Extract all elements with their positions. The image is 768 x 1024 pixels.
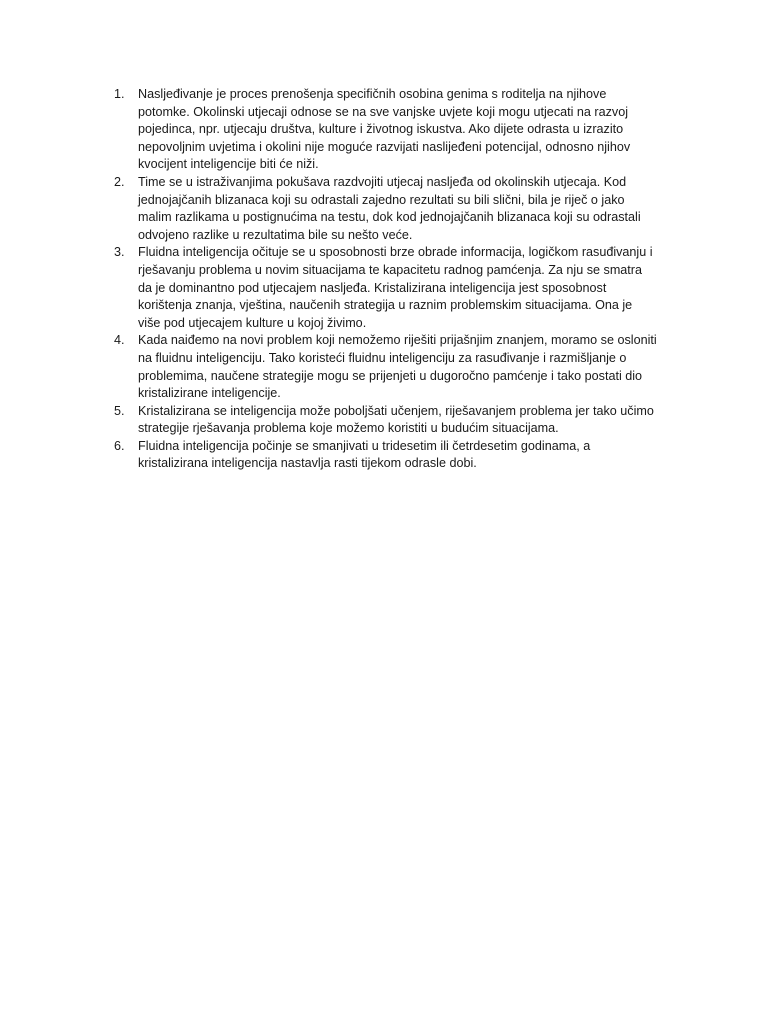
list-item-text: Kada naiđemo na novi problem koji nemožemo riješiti prijašnjim znanjem, moramo se osloniti na fluidnu inteligenciju. Tako koristeći fluidnu inteligenciju za rasuđivanje i razmišljanje o problemima, naučene strategije mogu se prijenjeti u dugoročno pamćenje i tako postati dio kristalizirane inteligencije. bbox=[138, 333, 657, 401]
numbered-list bbox=[112, 86, 657, 473]
list-item-number: 6. bbox=[114, 438, 125, 453]
list-item-number: 1. bbox=[114, 87, 125, 101]
list-item-text: Fluidna inteligencija očituje se u sposobnosti brze obrade informacija, logičkom rasuđivanju i rješavanju problema u novim situacijama te kapacitetu radnog pamćenja. Za nju se smatra da je dominantno pod utjecajem nasljeđa. Kristalizirana inteligencija jest sposobnost korištenja znanja, vještina, naučenih strategija u raznim problemskim situacijama. Ona je više pod utjecajem kulture u kojoj živimo. bbox=[138, 245, 653, 330]
list-item-text: Time se u istraživanjima pokušava razdvojiti utjecaj nasljeđa od okolinskih utjecaja. Kod jednojajčanih blizanaca koji su odrastali zajedno rezultati su bili slični, bila je riječ o jako malim razlikama u postignućima na testu, dok kod jednojajčanih blizanaca koji su odrastali odvojeno razlike u rezultatima bile su nešto veće. bbox=[138, 174, 641, 242]
list-item bbox=[112, 438, 657, 473]
list-item bbox=[112, 244, 657, 332]
list-item bbox=[112, 403, 657, 438]
list-item-text: Kristalizirana se inteligencija može poboljšati učenjem, riješavanjem problema jer tako učimo strategije rješavanja problema koje možemo koristiti u budućim situacijama. bbox=[138, 403, 654, 436]
list-item bbox=[112, 86, 657, 174]
list-item-number: 5. bbox=[114, 403, 125, 418]
list-item bbox=[112, 332, 657, 402]
list-item-number: 4. bbox=[114, 333, 125, 348]
list-item-number: 2. bbox=[114, 174, 125, 189]
list-item-number: 3. bbox=[114, 245, 125, 260]
list-item-text: Nasljeđivanje je proces prenošenja specifičnih osobina genima s roditelja na njihove potomke. Okolinski utjecaji odnose se na sve vanjske uvjete koji mogu utjecati na razvoj pojedinca, npr. utjecaju društva, kulture i životnog iskustva. Ako dijete odrasta u izrazito nepovoljnim uvjetima i okolini nije moguće razvijati naslijeđeni potencijal, odnosno njihov kvocijent inteligencije biti će niži. bbox=[138, 87, 631, 172]
list-item bbox=[112, 174, 657, 244]
list-item-text: Fluidna inteligencija počinje se smanjivati u tridesetim ili četrdesetim godinama, a kristalizirana inteligencija nastavlja rasti tijekom odrasle dobi. bbox=[138, 438, 591, 471]
